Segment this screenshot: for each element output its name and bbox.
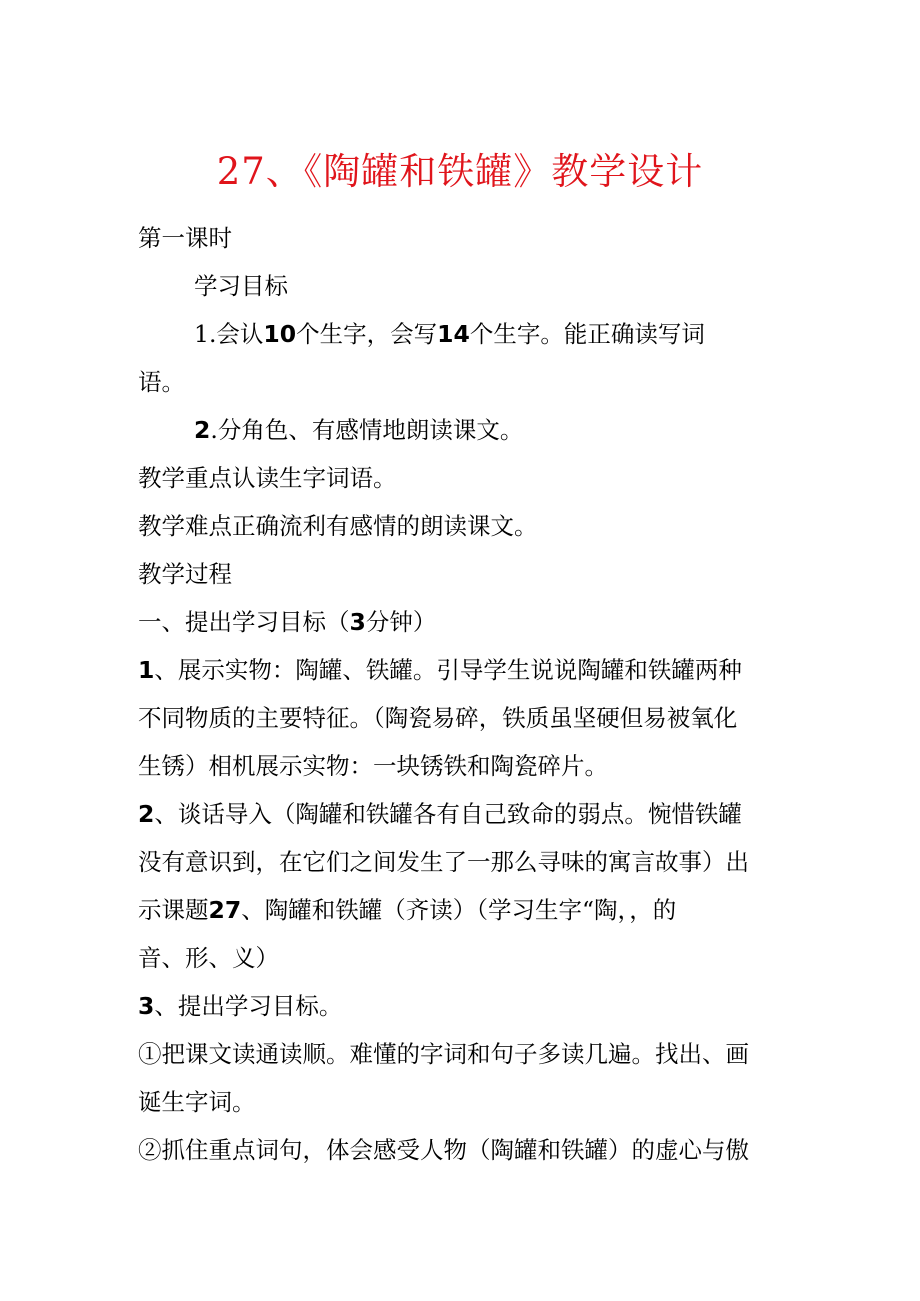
text-run: 一、提出学习目标（ bbox=[138, 608, 350, 636]
text-run: 1.会认 bbox=[194, 320, 264, 348]
text-run: 个生字，会写 bbox=[296, 320, 438, 348]
text-run: 教学重点认读生字词语。 bbox=[138, 464, 397, 492]
text-run: ②抓住重点词句，体会感受人物（陶罐和铁罐）的虚心与傲 bbox=[138, 1136, 749, 1164]
text-run: 、展示实物：陶罐、铁罐。引导学生说说陶罐和铁罐两种 bbox=[154, 656, 742, 684]
bold-number: 27 bbox=[208, 896, 242, 924]
text-run: 不同物质的主要特征。（陶瓷易碎，铁质虽坚硬但易被氧化 bbox=[138, 704, 738, 732]
text-run: 、提出学习目标。 bbox=[154, 992, 343, 1020]
text-line bbox=[138, 406, 788, 454]
text-run: 教学难点正确流利有感情的朗读课文。 bbox=[138, 512, 538, 540]
text-line bbox=[138, 1126, 788, 1174]
text-line bbox=[138, 358, 788, 406]
text-line bbox=[138, 790, 788, 838]
text-run: 示课题 bbox=[138, 896, 209, 924]
text-line bbox=[138, 838, 788, 886]
bold-number: 2 bbox=[194, 416, 211, 444]
bold-number: 2 bbox=[138, 800, 155, 828]
text-line bbox=[138, 310, 788, 358]
text-line bbox=[138, 886, 788, 934]
text-run: 语。 bbox=[138, 368, 185, 396]
text-run: 教学过程 bbox=[138, 560, 232, 588]
bold-number: 1 bbox=[138, 656, 155, 684]
text-line bbox=[138, 598, 788, 646]
text-line bbox=[138, 646, 788, 694]
text-line bbox=[138, 934, 788, 982]
bold-number: 3 bbox=[138, 992, 155, 1020]
text-line bbox=[138, 694, 788, 742]
text-run: 音、形、义） bbox=[138, 944, 279, 972]
text-line bbox=[138, 1030, 788, 1078]
text-line bbox=[138, 502, 788, 550]
text-line bbox=[138, 550, 788, 598]
text-run: 第一课时 bbox=[138, 224, 232, 252]
text-line bbox=[138, 982, 788, 1030]
text-run: ①把课文读通读顺。难懂的字词和句子多读几遍。找出、画 bbox=[138, 1040, 749, 1068]
text-line bbox=[138, 262, 788, 310]
bold-number: 14 bbox=[437, 320, 470, 348]
text-run: 没有意识到，在它们之间发生了一那么寻味的寓言故事）出 bbox=[138, 848, 749, 876]
text-line bbox=[138, 454, 788, 502]
text-run: 生锈）相机展示实物：一块锈铁和陶瓷碎片。 bbox=[138, 752, 608, 780]
text-run: 个生字。能正确读写词 bbox=[469, 320, 705, 348]
text-run: 分钟） bbox=[365, 608, 437, 636]
document-title: 27、《陶罐和铁罐》教学设计 bbox=[216, 150, 704, 193]
text-run: 诞生字词。 bbox=[138, 1088, 256, 1116]
text-run: .分角色、有感情地朗读课文。 bbox=[210, 416, 524, 444]
text-line bbox=[138, 214, 788, 262]
text-line bbox=[138, 742, 788, 790]
text-line bbox=[138, 1078, 788, 1126]
bold-number: 3 bbox=[349, 608, 366, 636]
document-body bbox=[138, 214, 788, 1174]
bold-number: 10 bbox=[263, 320, 297, 348]
text-run: 、陶罐和铁罐（齐读）（学习生字“陶，，的 bbox=[241, 896, 677, 924]
text-run: 、谈话导入（陶罐和铁罐各有自己致命的弱点。惋惜铁罐 bbox=[154, 800, 742, 828]
text-run: 学习目标 bbox=[194, 272, 288, 300]
